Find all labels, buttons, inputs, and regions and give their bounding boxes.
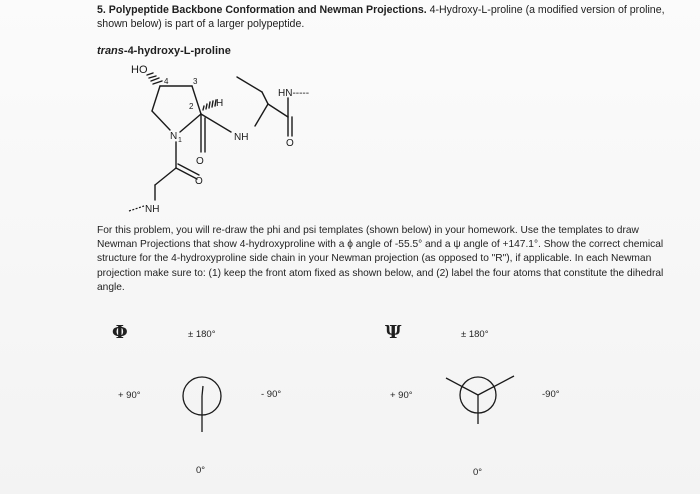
compound-prefix: trans: [97, 45, 124, 57]
label-n1: N: [170, 131, 178, 142]
label-c4: 4: [164, 77, 169, 86]
bond-c5-c4: [152, 86, 160, 111]
label-n1-sub: 1: [178, 137, 182, 144]
phi-front-h-bond: [202, 386, 203, 396]
label-o-right: O: [286, 138, 294, 149]
bond-n1-c5: [152, 111, 170, 130]
label-h: H: [216, 98, 224, 109]
psi-front-bond-left: [446, 378, 478, 395]
bond-ca-methyl: [262, 92, 268, 104]
structure-diagram: [0, 0, 700, 220]
phi-symbol: Φ: [112, 322, 128, 343]
psi-right-label: -90°: [542, 389, 560, 400]
compound-name-text: -4-hydroxy-L-proline: [123, 45, 231, 57]
phi-bottom-label: 0°: [196, 465, 206, 476]
label-c2: 2: [189, 102, 194, 111]
bond-cap: [237, 77, 262, 92]
psi-left-label: + 90°: [390, 390, 413, 401]
label-nh-right: NH: [234, 132, 249, 143]
hash-wedge-h: [203, 100, 216, 110]
label-o-mid: O: [196, 156, 204, 167]
question-intro: 4-Hydroxy-L-proline (a modified version of proline, shown below) is part of a larger polypeptide.: [97, 4, 665, 30]
question-number: 5.: [97, 4, 106, 16]
psi-newman-projection: [440, 368, 520, 430]
phi-top-label: ± 180°: [188, 329, 216, 340]
phi-newman-projection: [170, 368, 230, 438]
bond-ca-c-right: [268, 104, 288, 117]
label-o-low: O: [195, 176, 203, 187]
bond-nh-ca: [255, 104, 268, 126]
bond-nh-bottom-tail: [129, 206, 144, 211]
psi-top-label: ± 180°: [461, 329, 489, 340]
bond-carbonyl-ca: [155, 168, 176, 185]
psi-bottom-label: 0°: [473, 467, 483, 478]
bond-c-o-double-a: [176, 168, 197, 179]
phi-right-label: - 90°: [261, 389, 282, 400]
label-hn-top: HN-----: [278, 88, 310, 99]
hash-wedge-oh: [147, 73, 162, 84]
instructions-paragraph: For this problem, you will re-draw the phi and psi templates (shown below) in your homework. Use the templates to draw Newman Projections that show 4-hydroxyproline with a ϕ angle of -55.5° and a ψ angle of +147.1°. Show the correct chemical structure for the 4-hydroxyproline side chain in your Newman projection (as opposed to "R"), if applicable. In each Newman projection make sure to: (1) keep the front atom fixed as shown below, and (2) label the four atoms that constitute the dihedral angle.: [97, 225, 664, 293]
question-title: Polypeptide Backbone Conformation and Newman Projections.: [108, 4, 427, 16]
label-ho: HO: [131, 64, 148, 76]
bond-c2-n1: [180, 114, 201, 132]
label-nh-bottom: NH: [145, 204, 160, 215]
phi-left-label: + 90°: [118, 390, 141, 401]
label-c3: 3: [193, 77, 198, 86]
psi-symbol: Ψ: [385, 322, 402, 343]
